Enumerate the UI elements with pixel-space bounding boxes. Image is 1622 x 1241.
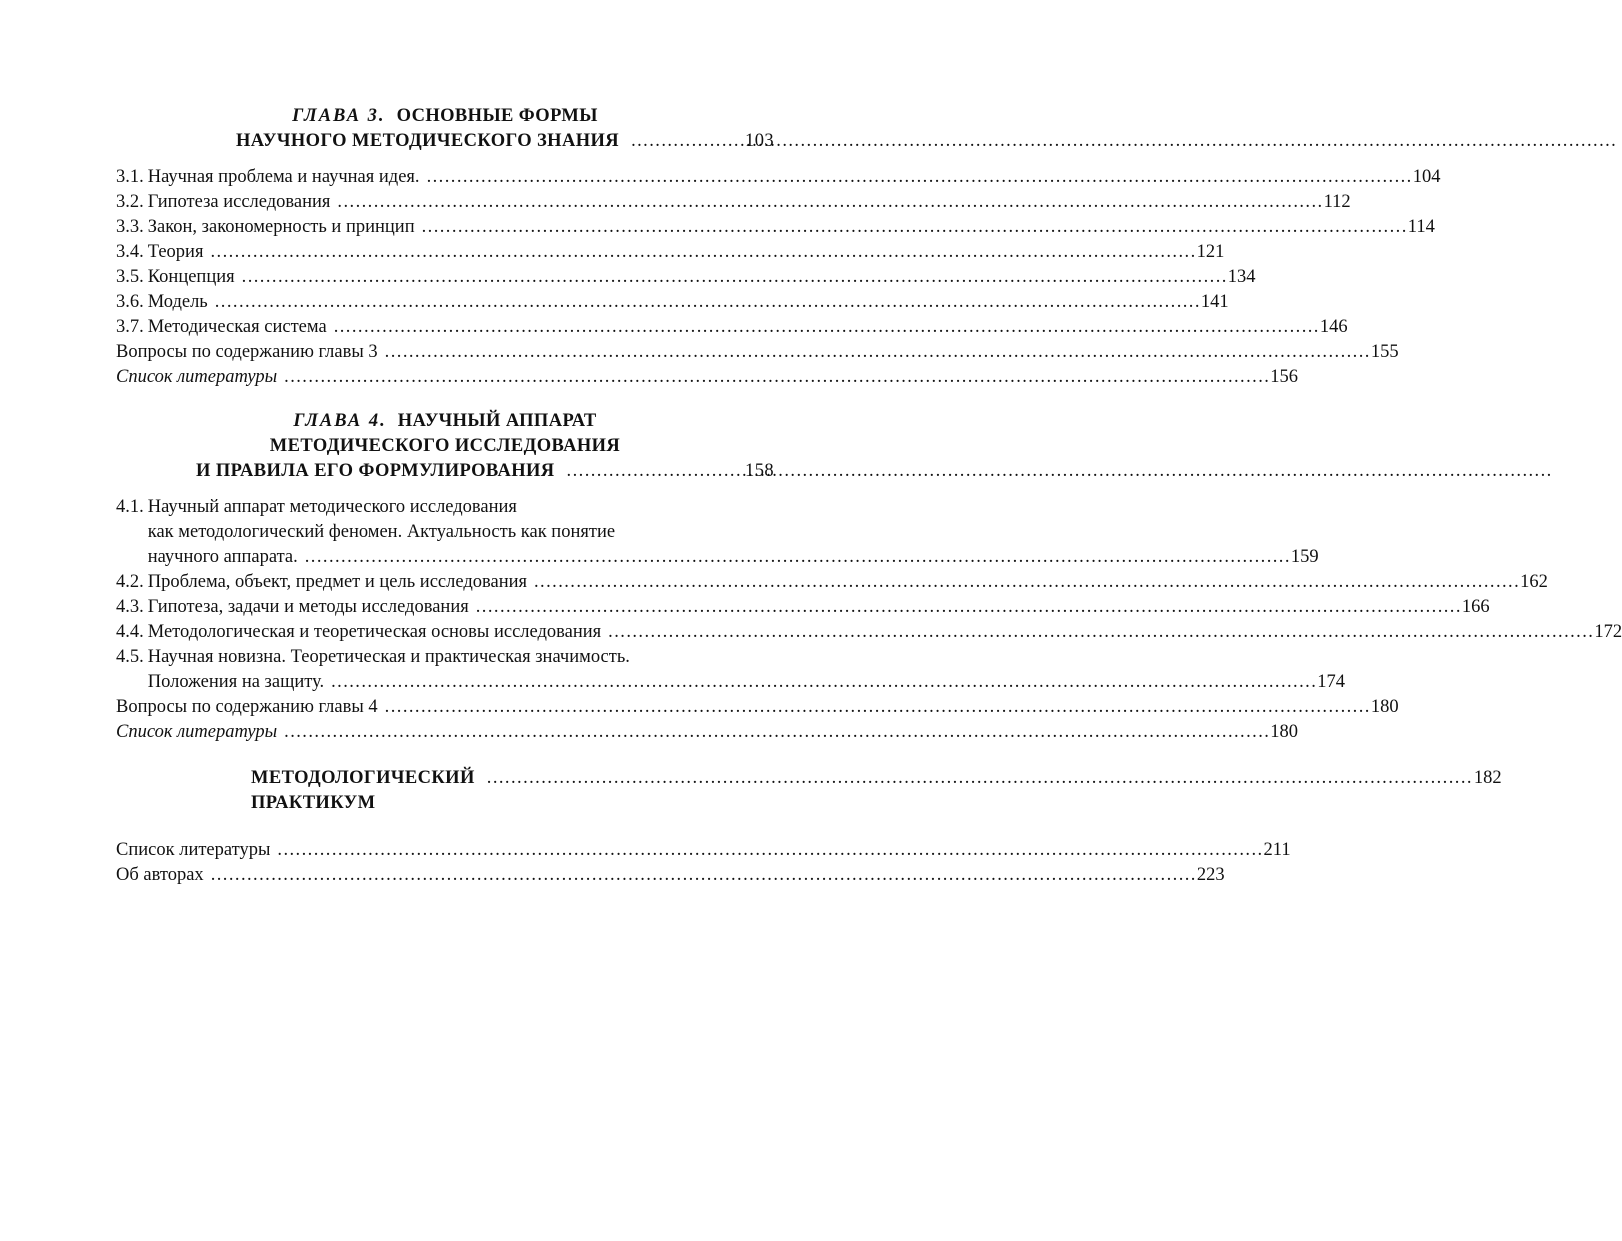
- toc-entry-authors[interactable]: [116, 863, 1225, 888]
- entry-page: 156: [1270, 367, 1299, 387]
- toc-entry-4-2[interactable]: [116, 570, 1548, 595]
- entry-page: 180: [1270, 722, 1299, 742]
- entry-number: 3.3.: [116, 217, 144, 237]
- entry-number: 3.7.: [116, 317, 144, 337]
- entry-page: 114: [1407, 217, 1435, 237]
- entry-number: 3.1.: [116, 167, 144, 187]
- entry-title: Список литературы: [116, 367, 278, 387]
- entry-page: 134: [1227, 267, 1256, 287]
- toc-entry-literature-4[interactable]: [116, 720, 1299, 745]
- entry-title: Методологическая и теоретическая основы исследования: [147, 622, 602, 642]
- dot-leader: [211, 863, 1194, 888]
- dot-leader: [337, 190, 1320, 215]
- toc-entry-3-5[interactable]: [116, 265, 1256, 290]
- chapter-4-title-line3: И ПРАВИЛА ЕГО ФОРМУЛИРОВАНИЯ: [196, 461, 555, 481]
- entry-page: 180: [1370, 697, 1399, 717]
- entry-number: 4.3.: [116, 597, 144, 617]
- entry-page: 223: [1196, 865, 1225, 885]
- toc-entry-questions-3[interactable]: [116, 340, 1399, 365]
- dot-leader: [215, 290, 1198, 315]
- chapter-3-entries: [116, 165, 1441, 390]
- chapter-3-title-line1: ОСНОВНЫЕ ФОРМЫ: [396, 106, 598, 126]
- dot-leader: [422, 215, 1405, 240]
- entry-title: Список литературы: [116, 840, 271, 860]
- dot-leader: [331, 670, 1314, 695]
- entry-number: 3.2.: [116, 192, 144, 212]
- entry-title-line1: Научная новизна. Теоретическая и практическая значимость.: [147, 647, 630, 667]
- dot-leader: [476, 595, 1459, 620]
- table-of-contents: [116, 104, 1622, 888]
- dot-leader: [284, 720, 1267, 745]
- entry-title: Гипотеза исследования: [147, 192, 331, 212]
- entry-number: 3.6.: [116, 292, 144, 312]
- entry-title: Вопросы по содержанию главы 3: [116, 342, 378, 362]
- dot-leader: [284, 365, 1267, 390]
- toc-entry-references[interactable]: [116, 838, 1291, 863]
- chapter-4-title-line2: МЕТОДИЧЕСКОГО ИССЛЕДОВАНИЯ: [269, 436, 621, 456]
- entry-page: 166: [1461, 597, 1490, 617]
- toc-tail: [116, 838, 1291, 888]
- dot-leader: [487, 766, 1470, 791]
- entry-title-line1: Научный аппарат методического исследования: [147, 497, 517, 517]
- chapter-4-entries: [116, 495, 1622, 745]
- toc-entry-questions-4[interactable]: [116, 695, 1399, 720]
- dot-leader: [242, 265, 1225, 290]
- entry-page: 159: [1290, 547, 1319, 567]
- dot-leader: [277, 838, 1260, 863]
- entry-number: 4.2.: [116, 572, 144, 592]
- entry-title: Теория: [147, 242, 204, 262]
- entry-title: Модель: [147, 292, 208, 312]
- chapter-4-label: ГЛАВА 4.: [293, 411, 387, 431]
- chapter-3: [116, 104, 1441, 390]
- dot-leader: [305, 545, 1288, 570]
- entry-number: 4.5.: [116, 647, 144, 667]
- entry-page: 155: [1370, 342, 1399, 362]
- entry-title-line2: как методологический феномен. Актуальность как понятие: [147, 522, 616, 542]
- practicum-page: 182: [1473, 768, 1502, 788]
- toc-entry-3-1[interactable]: [116, 165, 1441, 190]
- entry-page: 162: [1520, 572, 1548, 592]
- toc-entry-literature-3[interactable]: [116, 365, 1299, 390]
- entry-title: Об авторах: [116, 865, 204, 885]
- toc-entry-4-1[interactable]: [116, 495, 1319, 570]
- entry-number: 3.5.: [116, 267, 144, 287]
- practicum-title: МЕТОДОЛОГИЧЕСКИЙ ПРАКТИКУМ: [251, 768, 475, 813]
- chapter-4-page: 158: [745, 461, 774, 481]
- entry-title: Список литературы: [116, 722, 278, 742]
- chapter-4-title-line1: НАУЧНЫЙ АППАРАТ: [397, 411, 597, 431]
- chapter-4: [116, 409, 1622, 745]
- entry-title: Проблема, объект, предмет и цель исследования: [147, 572, 527, 592]
- entry-page: 146: [1319, 317, 1348, 337]
- dot-leader: [534, 570, 1517, 595]
- entry-page: 141: [1200, 292, 1229, 312]
- entry-page: 104: [1412, 167, 1441, 187]
- entry-page: 211: [1263, 840, 1291, 860]
- entry-title-line2: Положения на защиту.: [147, 672, 325, 692]
- dot-leader: [567, 459, 742, 484]
- chapter-3-page: 103: [745, 131, 774, 151]
- chapter-3-heading: [116, 104, 774, 154]
- toc-entry-3-2[interactable]: [116, 190, 1351, 215]
- dot-leader: [608, 620, 1591, 645]
- entry-title: Гипотеза, задачи и методы исследования: [147, 597, 469, 617]
- toc-entry-4-5[interactable]: [116, 645, 1345, 695]
- entry-page: 121: [1196, 242, 1225, 262]
- toc-entry-3-6[interactable]: [116, 290, 1229, 315]
- entry-title: Концепция: [147, 267, 235, 287]
- entry-title-line3: научного аппарата.: [147, 547, 298, 567]
- entry-title: Закон, закономерность и принцип: [147, 217, 415, 237]
- entry-number: 4.1.: [116, 497, 144, 517]
- entry-page: 174: [1317, 672, 1345, 692]
- dot-leader: [334, 315, 1317, 340]
- toc-entry-4-3[interactable]: [116, 595, 1490, 620]
- entry-title: Вопросы по содержанию главы 4: [116, 697, 378, 717]
- toc-entry-3-3[interactable]: [116, 215, 1435, 240]
- dot-leader: [385, 695, 1368, 720]
- entry-number: 3.4.: [116, 242, 144, 262]
- dot-leader: [631, 129, 741, 154]
- entry-title: Научная проблема и научная идея.: [147, 167, 420, 187]
- toc-entry-3-7[interactable]: [116, 315, 1348, 340]
- entry-number: 4.4.: [116, 622, 144, 642]
- dot-leader: [427, 165, 1410, 190]
- entry-page: 112: [1323, 192, 1351, 212]
- chapter-4-heading: [116, 409, 774, 484]
- dot-leader: [210, 240, 1193, 265]
- dot-leader: [385, 340, 1368, 365]
- chapter-3-title-line2: НАУЧНОГО МЕТОДИЧЕСКОГО ЗНАНИЯ: [236, 131, 620, 151]
- chapter-3-label: ГЛАВА 3.: [292, 106, 386, 126]
- toc-entry-practicum[interactable]: [251, 766, 1502, 816]
- toc-entry-4-4[interactable]: [116, 620, 1622, 645]
- entry-page: 172: [1594, 622, 1622, 642]
- entry-title: Методическая система: [147, 317, 327, 337]
- toc-entry-3-4[interactable]: [116, 240, 1225, 265]
